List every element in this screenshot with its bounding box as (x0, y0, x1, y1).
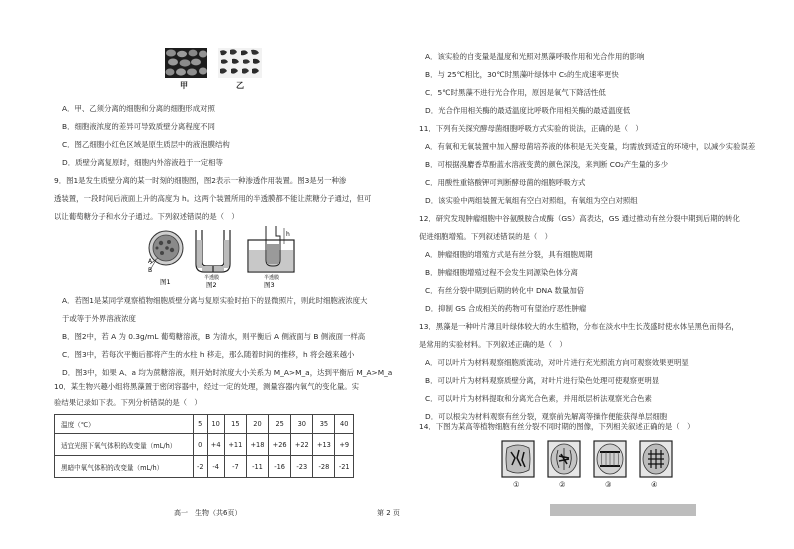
q11-option-d: D．该实验中两组装置无氧组有空白对照组，有氧组为空白对照组 (425, 196, 638, 205)
fig1-label-b: B (148, 267, 153, 274)
q9-option-a-line1: A．若图1是某同学观察植物细胞质壁分离与复原实验时拍下的显微照片，则此时细胞液浓度大 (62, 296, 368, 305)
q10-option-d: D．光合作用相关酶的最适温度比呼吸作用相关酶的最适温度低 (425, 106, 631, 115)
q13-option-c: C．可以叶片为材料提取和分离光合色素，并用纸层析法观察光合色素 (425, 394, 652, 403)
q11-option-a: A．有氧和无氧装置中加入酵母菌培养液的体积是无关变量，均需放到适宜的环境中，以减少实验误差 (425, 142, 756, 151)
mitosis-cell-3 (593, 440, 627, 478)
q12-option-b: B．肿瘤细胞增殖过程不会发生同源染色体分离 (425, 268, 578, 277)
q12-stem-line2: 促进细胞增殖。下列叙述错误的是（ ） (419, 232, 553, 241)
table-cell: 0 (194, 434, 208, 456)
q11-option-c: C．用酸性重铬酸钾可判断酵母菌的细胞呼吸方式 (425, 178, 586, 187)
micrograph-jia (165, 48, 207, 78)
left-page-footer: 高一 生物（共6页） (174, 509, 242, 517)
q9-stem-line2: 透装置，一段时间后液面上升的高度为 h。这两个装置所用的半透膜都不能让蔗糖分子通过，但可 (54, 194, 372, 203)
table-cell: -11 (246, 456, 268, 478)
right-page-footer: 第 2 页 (377, 509, 400, 517)
table-cell: +18 (246, 434, 268, 456)
q12-stem-line1: 12．研究发现肿瘤细胞中谷氨酰胺合成酶（GS）高表达，GS 通过推动有丝分裂中期到后期的转化 (419, 214, 740, 223)
table-cell: +9 (335, 434, 354, 456)
right-page (377, 0, 794, 549)
table-row1-label: 适宜光照下氧气体积的改变量（mL/h） (55, 434, 194, 456)
mitosis-cell-2 (547, 440, 581, 478)
cell-label-4: ④ (651, 480, 658, 489)
redaction-bar (550, 504, 696, 516)
table-cell: -4 (207, 456, 224, 478)
table-cell: -21 (335, 456, 354, 478)
q8-option-b: B．细胞液浓度的差异可导致质壁分离程度不同 (62, 122, 215, 131)
table-temp: 40 (335, 415, 354, 434)
table-row2-label: 黑暗中氧气体积的改变量（mL/h） (55, 456, 194, 478)
table-cell: +26 (269, 434, 291, 456)
fig3-membrane-label: 半透膜 (264, 275, 280, 281)
fig-label-yi: 乙 (236, 81, 244, 90)
q8-option-d: D．质壁分离复原时，细胞内外溶液趋于一定相等 (62, 158, 223, 167)
q10-option-b: B．与 25℃相比，30℃时黑藻叶绿体中 C₅的生成速率更快 (425, 70, 619, 79)
table-cell: -23 (291, 456, 313, 478)
q12-option-c: C．有丝分裂中期到后期的转化中 DNA 数量加倍 (425, 286, 585, 295)
q8-option-a: A．甲、乙须分离的细胞和分离的细胞形成对照 (62, 104, 215, 113)
table-temp: 25 (269, 415, 291, 434)
q9-figures (148, 226, 318, 288)
q11-stem: 11．下列有关探究酵母菌细胞呼吸方式实验的说法，正确的是（ ） (419, 124, 643, 133)
table-cell: -7 (224, 456, 246, 478)
q13-option-d: D．可以根尖为材料观察有丝分裂，观察前先解离等操作便能获得单层细胞 (425, 412, 668, 421)
table-row-header (55, 415, 354, 434)
q10-option-c: C．5℃时黑藻不进行光合作用，原因是氧气下降活性低 (425, 88, 606, 97)
q9-option-c: C．图3中，若每次平衡后都将产生的水柱 h 移走，那么随着时间的推移，h 将会越来越小 (62, 350, 355, 359)
cell-label-3: ③ (605, 480, 612, 489)
q10-option-a: A．该实验的自变量是温度和光照对黑藻呼吸作用和光合作用的影响 (425, 52, 645, 61)
fig2-membrane-label: 半透膜 (204, 275, 220, 281)
table-cell: +11 (224, 434, 246, 456)
q13-option-b: B．可以叶片为材料观察质壁分离，对叶片进行染色处理可使观察更明显 (425, 376, 660, 385)
table-temp: 10 (207, 415, 224, 434)
fig3-h-label: h (286, 231, 290, 238)
fig-label-jia: 甲 (180, 81, 188, 90)
table-temp: 35 (313, 415, 335, 434)
mitosis-cell-1 (501, 440, 535, 478)
q9-option-a-line2: 于或等于外界溶液浓度 (62, 314, 136, 323)
micrograph-yi (218, 48, 262, 78)
fig1-label-a: A (148, 258, 153, 265)
q10-stem-line1: 10．某生物兴趣小组将黑藻置于密闭容器中，经过一定的处理，测量容器内氧气的变化量。实 (54, 382, 360, 391)
cell-label-1: ① (513, 480, 520, 489)
q13-stem-line2: 是常用的实验材料。下列叙述正确的是（ ） (419, 340, 567, 349)
table-temp: 5 (194, 415, 208, 434)
mitosis-cell-4 (639, 440, 673, 478)
table-row-light (55, 434, 354, 456)
table-cell: -2 (194, 456, 208, 478)
table-cell: +22 (291, 434, 313, 456)
q10-stem-line2: 验结果记录如下表。下列分析错误的是（ ） (54, 398, 202, 407)
fig3-caption: 图3 (264, 281, 275, 288)
q9-stem-line3: 以让葡萄糖分子和水分子通过。下列叙述错误的是（ ） (54, 212, 239, 221)
table-cell: -28 (313, 456, 335, 478)
q13-stem-line1: 13．黑藻是一种叶片薄且叶绿体较大的水生植物，分布在淡水中生长茂盛时使水体呈黑色而得名， (419, 322, 739, 331)
q9-option-d: D．图3中，如果 A、a 均为蔗糖溶液，则开始时浓度大小关系为 M_A>M_a，达到平衡后 M_A>M_a (62, 368, 393, 377)
fig2-caption: 图2 (206, 281, 217, 288)
table-header-label: 温度（℃） (55, 415, 194, 434)
q13-option-a: A．可以叶片为材料观察细胞质流动，对叶片进行充光照流方向可观察效果更明显 (425, 358, 689, 367)
q8-option-c: C．图乙细胞小红色区域是原生质层中的液泡膜结构 (62, 140, 230, 149)
table-cell: +4 (207, 434, 224, 456)
table-temp: 20 (246, 415, 268, 434)
q10-data-table (54, 414, 354, 478)
fig1-caption: 图1 (160, 278, 171, 286)
cell-label-2: ② (559, 480, 566, 489)
q12-option-a: A．肿瘤细胞的增殖方式是有丝分裂，具有细胞周期 (425, 250, 593, 259)
q9-option-b: B．图2中，若 A 为 0.3g/mL 葡萄糖溶液，B 为清水，则平衡后 A 侧液面与 B 侧液面一样高 (62, 332, 366, 341)
table-row-dark (55, 456, 354, 478)
q14-stem: 14．下图为某高等植物细胞有丝分裂不同时期的图像，下列相关叙述正确的是（ ） (419, 422, 695, 431)
q11-option-b: B．可根据溴麝香草酚蓝水溶液变黄的颜色深浅，来判断 CO₂产生量的多少 (425, 160, 669, 169)
table-temp: 15 (224, 415, 246, 434)
table-cell: +13 (313, 434, 335, 456)
q12-option-d: D．抑制 GS 合成相关的药物可有望治疗恶性肿瘤 (425, 304, 587, 313)
q9-stem-line1: 9．图1是发生质壁分离的某一时刻的细胞图，图2表示一种渗透作用装置。图3是另一种渗 (54, 176, 347, 185)
table-cell: -16 (269, 456, 291, 478)
table-temp: 30 (291, 415, 313, 434)
